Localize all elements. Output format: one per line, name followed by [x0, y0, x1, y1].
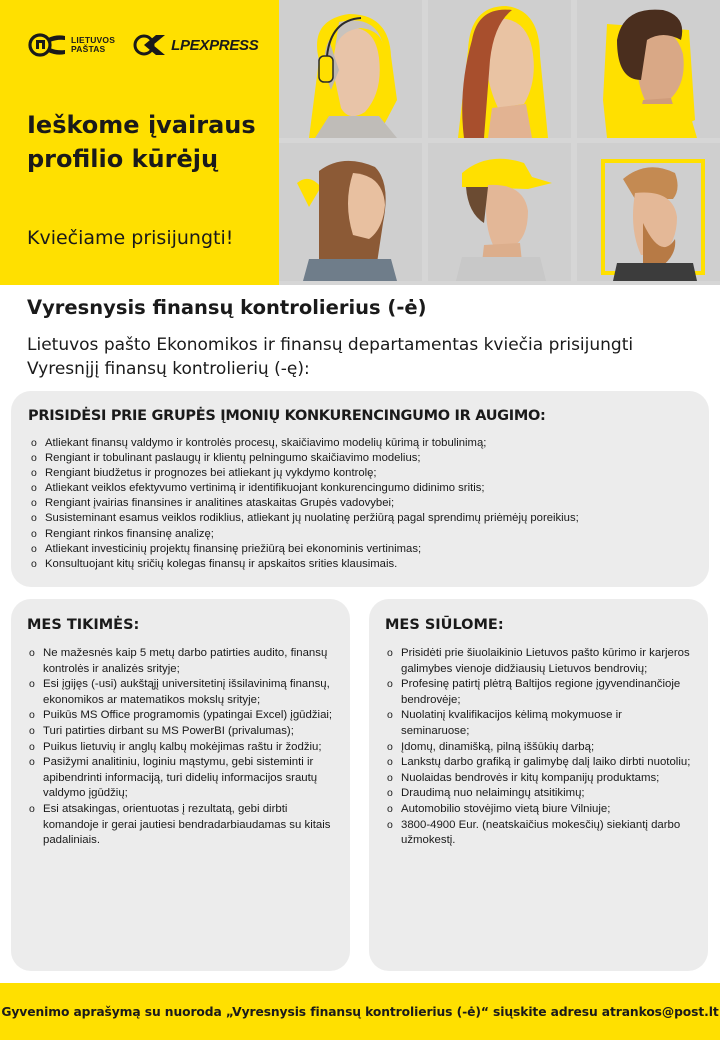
- hero-title: Ieškome įvairaus profilio kūrėjų: [27, 111, 256, 173]
- list-item: o Puikus lietuvių ir anglų kalbų mokėjimas raštu ir žodžiu;: [29, 740, 334, 756]
- lpexpress-logo: [131, 33, 258, 57]
- list-item: o 3800-4900 Eur. (neatskaičius mokesčių) siekiantį darbo užmokestį.: [387, 818, 692, 849]
- list-item: o Susisteminant esamus veiklos rodiklius, atliekant jų nuolatinę peržiūrą pagal sprendimų priėmėjų poreikius;: [31, 511, 701, 526]
- portrait-photo-bearded-man: [577, 143, 720, 281]
- list-item: o Nuolaidas bendrovės ir kitų kompanijų produktams;: [387, 771, 692, 787]
- list-item: o Rengiant ir tobulinant paslaugų ir klientų pelningumo skaičiavimo modelius;: [31, 451, 701, 466]
- application-instructions: Gyvenimo aprašymą su nuoroda „Vyresnysis finansų kontrolierius (-ė)“ siųskite adresu atrankos@post.lt: [1, 1004, 719, 1019]
- list-item: o Ne mažesnės kaip 5 metų darbo patirties audito, finansų kontrolės ir analizės srityje;: [29, 646, 334, 677]
- list-item: o Esi atsakingas, orientuotas į rezultatą, gebi dirbti komandoje ir gerai jautiesi bendradarbiaudamas su kitais padaliniais.: [29, 802, 334, 849]
- list-item: o Esi įgijęs (-usi) aukštąjį universitetinį išsilavinimą finansų, ekonomikos ar matematikos mokslų srityje;: [29, 677, 334, 708]
- list-item: o Prisidėti prie šiuolaikinio Lietuvos pašto kūrimo ir karjeros galimybes vienoje didžiausių Lietuvos bendrovių;: [387, 646, 692, 677]
- list-item: o Draudimą nuo nelaimingų atsitikimų;: [387, 786, 692, 802]
- list-item: o Automobilio stovėjimo vietą biure Vilniuje;: [387, 802, 692, 818]
- portrait-photo-man-yellow-cap: [428, 143, 571, 281]
- portrait-photo-long-hair-woman: [279, 143, 422, 281]
- portrait-photo-red-hair-woman: [428, 0, 571, 138]
- lietuvos-pastas-wordmark: LIETUVOS PAŠTAS: [71, 35, 116, 54]
- footer-bar: [0, 983, 720, 1040]
- offer-heading: MES SIŪLOME:: [385, 617, 504, 633]
- expectations-list: [29, 646, 334, 849]
- list-item: o Profesinę patirtį plėtrą Baltijos regione įgyvendinančioje bendrovėje;: [387, 677, 692, 708]
- responsibilities-heading: PRISIDĖSI PRIE GRUPĖS ĮMONIŲ KONKURENCINGUMO IR AUGIMO:: [28, 408, 546, 424]
- hero-banner: [0, 0, 720, 285]
- lpexpress-mark-icon: [131, 33, 167, 57]
- portrait-photo-curly-hair-man: [577, 0, 720, 138]
- expectations-card: [11, 599, 350, 971]
- job-title: Vyresnysis finansų kontrolierius (-ė): [27, 296, 427, 319]
- portrait-photo-older-woman: [279, 0, 422, 138]
- list-item: o Puikūs MS Office programomis (ypatingai Excel) įgūdžiai;: [29, 708, 334, 724]
- offer-list: [387, 646, 692, 849]
- lpexpress-wordmark: LPEXPRESS: [171, 36, 259, 54]
- list-item: o Rengiant biudžetus ir prognozes bei atliekant jų vykdymo kontrolę;: [31, 466, 701, 481]
- list-item: o Atliekant investicinių projektų finansinę priežiūrą bei ekonominis vertinimas;: [31, 542, 701, 557]
- list-item: o Įdomų, dinamišką, pilną iššūkių darbą;: [387, 740, 692, 756]
- list-item: o Lankstų darbo grafiką ir galimybę dalį laiko dirbti nuotoliu;: [387, 755, 692, 771]
- list-item: o Nuolatinį kvalifikacijos kėlimą mokymuose ir seminaruose;: [387, 708, 692, 739]
- list-item: o Atliekant finansų valdymo ir kontrolės procesų, skaičiavimo modelių kūrimą ir tobulinimą;: [31, 436, 701, 451]
- lietuvos-pastas-logo: [27, 32, 115, 58]
- offer-card: [369, 599, 708, 971]
- list-item: o Rengiant įvairias finansines ir analitines ataskaitas Grupės vadovybei;: [31, 496, 701, 511]
- photo-collage: [279, 0, 720, 285]
- logos: [27, 32, 258, 58]
- list-item: o Turi patirties dirbant su MS PowerBI (privalumas);: [29, 724, 334, 740]
- list-item: o Rengiant rinkos finansinę analizę;: [31, 527, 701, 542]
- list-item: o Atliekant veiklos efektyvumo vertinimą ir identifikuojant konkurencingumo didinimo sritis;: [31, 481, 701, 496]
- intro-text: Lietuvos pašto Ekonomikos ir finansų departamentas kviečia prisijungti Vyresnįjį finansų kontrolierių (-ę):: [27, 335, 634, 379]
- responsibilities-list: [31, 436, 701, 572]
- expectations-heading: MES TIKIMĖS:: [27, 617, 140, 633]
- hero-subtitle: Kviečiame prisijungti!: [27, 227, 234, 249]
- list-item: o Konsultuojant kitų sričių kolegas finansų ir apskaitos srities klausimais.: [31, 557, 701, 572]
- list-item: o Pasižymi analitiniu, loginiu mąstymu, gebi sisteminti ir apibendrinti informaciją, turi didelių informacijos srautų valdymo įgūdžių;: [29, 755, 334, 802]
- hero-yellow-panel: [0, 0, 279, 285]
- post-horn-icon: [27, 32, 67, 58]
- responsibilities-card: [11, 391, 709, 587]
